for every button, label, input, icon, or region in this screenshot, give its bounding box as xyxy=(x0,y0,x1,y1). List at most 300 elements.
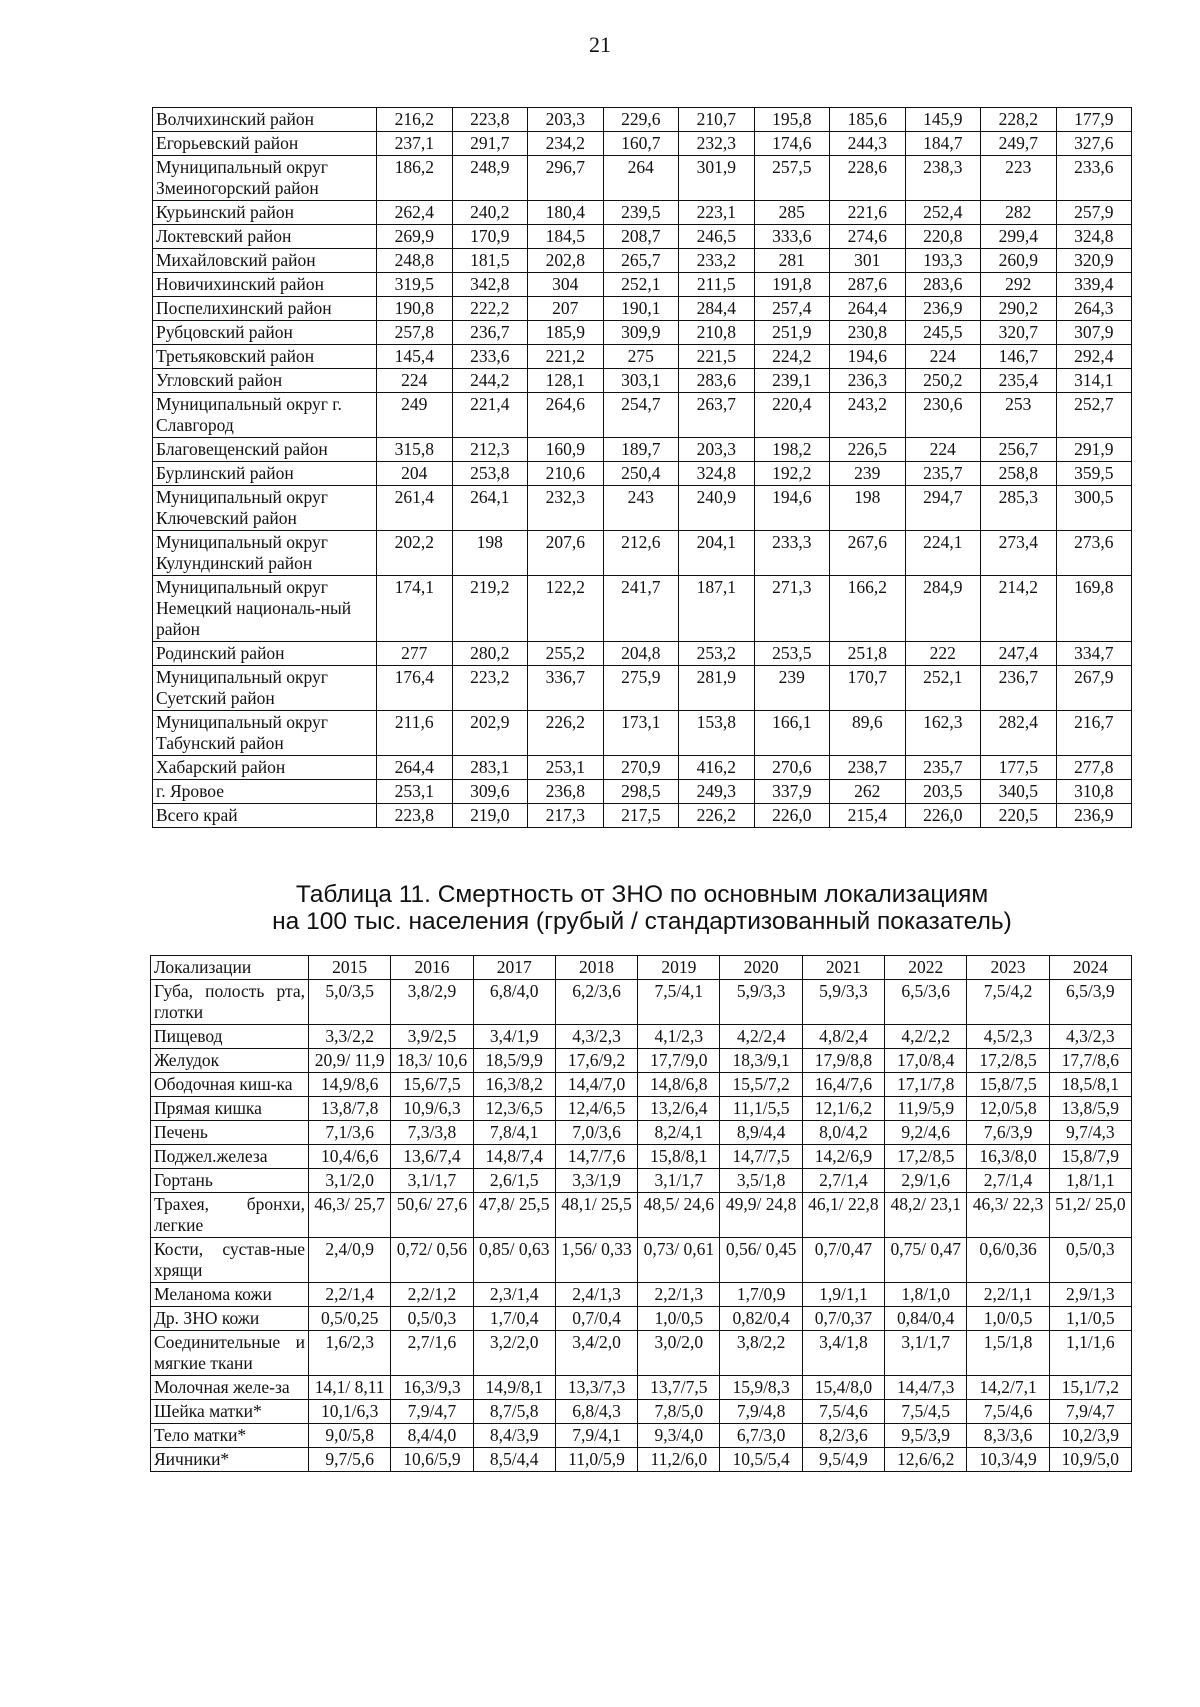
mortality-cell: 16,4/7,6 xyxy=(802,1073,884,1097)
mortality-cell: 9,2/4,6 xyxy=(885,1121,967,1145)
table-row xyxy=(151,1049,1132,1073)
mortality-cell: 7,8/5,0 xyxy=(638,1400,720,1424)
rate-cell: 257,9 xyxy=(1056,201,1132,225)
mortality-cell: 3,4/1,8 xyxy=(802,1331,884,1376)
mortality-cell: 2,9/1,6 xyxy=(885,1169,967,1193)
mortality-cell: 0,85/ 0,63 xyxy=(473,1238,555,1283)
rate-cell: 265,7 xyxy=(603,249,679,273)
mortality-cell: 18,5/9,9 xyxy=(473,1049,555,1073)
rate-cell: 223,8 xyxy=(377,804,453,828)
table-row xyxy=(153,249,1132,273)
rate-cell: 224 xyxy=(905,438,981,462)
mortality-cell: 0,75/ 0,47 xyxy=(885,1238,967,1283)
rate-cell: 324,8 xyxy=(1056,225,1132,249)
table-row xyxy=(153,321,1132,345)
mortality-cell: 2,7/1,4 xyxy=(802,1169,884,1193)
rate-cell: 319,5 xyxy=(377,273,453,297)
rate-cell: 253,8 xyxy=(452,462,528,486)
rate-cell: 177,5 xyxy=(981,756,1057,780)
column-header-year: 2024 xyxy=(1049,956,1131,980)
mortality-cell: 7,9/4,1 xyxy=(555,1424,637,1448)
rate-cell: 249,7 xyxy=(981,132,1057,156)
table-row xyxy=(153,201,1132,225)
mortality-cell: 14,9/8,6 xyxy=(309,1073,391,1097)
table-row xyxy=(153,297,1132,321)
rate-cell: 216,7 xyxy=(1056,711,1132,756)
mortality-cell: 8,3/3,6 xyxy=(967,1424,1049,1448)
mortality-cell: 18,5/8,1 xyxy=(1049,1073,1131,1097)
mortality-cell: 6,8/4,3 xyxy=(555,1400,637,1424)
rate-cell: 416,2 xyxy=(679,756,755,780)
mortality-cell: 3,1/1,7 xyxy=(391,1169,473,1193)
mortality-cell: 12,6/6,2 xyxy=(885,1448,967,1472)
district-name: Локтевский район xyxy=(153,225,377,249)
district-name: Муниципальный округ Суетский район xyxy=(153,666,377,711)
rate-cell: 162,3 xyxy=(905,711,981,756)
rate-cell: 285 xyxy=(754,201,830,225)
rate-cell: 193,3 xyxy=(905,249,981,273)
mortality-cell: 8,4/3,9 xyxy=(473,1424,555,1448)
rate-cell: 257,8 xyxy=(377,321,453,345)
mortality-cell: 12,0/5,8 xyxy=(967,1097,1049,1121)
rate-cell: 192,2 xyxy=(754,462,830,486)
mortality-cell: 15,6/7,5 xyxy=(391,1073,473,1097)
mortality-cell: 0,5/0,25 xyxy=(309,1307,391,1331)
rate-cell: 264,6 xyxy=(528,393,604,438)
rate-cell: 224,2 xyxy=(754,345,830,369)
district-name: Родинский район xyxy=(153,642,377,666)
rate-cell: 252,4 xyxy=(905,201,981,225)
rate-cell: 210,7 xyxy=(679,108,755,132)
mortality-cell: 9,7/4,3 xyxy=(1049,1121,1131,1145)
rate-cell: 263,7 xyxy=(679,393,755,438)
rate-cell: 267,6 xyxy=(830,531,906,576)
mortality-cell: 2,2/1,4 xyxy=(309,1283,391,1307)
rate-cell: 220,4 xyxy=(754,393,830,438)
rate-cell: 207,6 xyxy=(528,531,604,576)
mortality-cell: 1,5/1,8 xyxy=(967,1331,1049,1376)
rate-cell: 160,9 xyxy=(528,438,604,462)
rate-cell: 220,5 xyxy=(981,804,1057,828)
table-row xyxy=(151,1193,1132,1238)
district-name: Новичихинский район xyxy=(153,273,377,297)
mortality-cell: 4,8/2,4 xyxy=(802,1025,884,1049)
mortality-cell: 14,2/7,1 xyxy=(967,1376,1049,1400)
localization-name: Губа, полость рта, глотки xyxy=(151,980,309,1025)
rate-cell: 251,8 xyxy=(830,642,906,666)
rate-cell: 212,6 xyxy=(603,531,679,576)
rate-cell: 145,4 xyxy=(377,345,453,369)
mortality-cell: 12,1/6,2 xyxy=(802,1097,884,1121)
table-row xyxy=(151,1121,1132,1145)
rate-cell: 238,7 xyxy=(830,756,906,780)
table-row xyxy=(151,1097,1132,1121)
district-name: Третьяковский район xyxy=(153,345,377,369)
rate-cell: 184,7 xyxy=(905,132,981,156)
mortality-cell: 7,5/4,6 xyxy=(802,1400,884,1424)
mortality-cell: 46,3/ 25,7 xyxy=(309,1193,391,1238)
mortality-cell: 1,1/1,6 xyxy=(1049,1331,1131,1376)
rate-cell: 239 xyxy=(830,462,906,486)
rate-cell: 241,7 xyxy=(603,576,679,642)
mortality-cell: 3,0/2,0 xyxy=(638,1331,720,1376)
mortality-cell: 14,1/ 8,11 xyxy=(309,1376,391,1400)
mortality-cell: 9,3/4,0 xyxy=(638,1424,720,1448)
rate-cell: 291,7 xyxy=(452,132,528,156)
localization-name: Поджел.железа xyxy=(151,1145,309,1169)
column-header-year: 2021 xyxy=(802,956,884,980)
table-row xyxy=(151,1424,1132,1448)
mortality-cell: 5,9/3,3 xyxy=(802,980,884,1025)
table-row xyxy=(153,462,1132,486)
mortality-cell: 4,5/2,3 xyxy=(967,1025,1049,1049)
rate-cell: 236,7 xyxy=(452,321,528,345)
district-name: Михайловский район xyxy=(153,249,377,273)
table-row xyxy=(151,1283,1132,1307)
rate-cell: 230,8 xyxy=(830,321,906,345)
rate-cell: 264,4 xyxy=(830,297,906,321)
rate-cell: 210,8 xyxy=(679,321,755,345)
rate-cell: 284,9 xyxy=(905,576,981,642)
mortality-cell: 0,82/0,4 xyxy=(720,1307,802,1331)
rate-cell: 223 xyxy=(981,156,1057,201)
rate-cell: 246,5 xyxy=(679,225,755,249)
rate-cell: 274,6 xyxy=(830,225,906,249)
mortality-cell: 1,7/0,9 xyxy=(720,1283,802,1307)
rate-cell: 198 xyxy=(830,486,906,531)
district-name: Поспелихинский район xyxy=(153,297,377,321)
column-header-year: 2016 xyxy=(391,956,473,980)
rate-cell: 224 xyxy=(905,345,981,369)
rate-cell: 237,1 xyxy=(377,132,453,156)
rate-cell: 342,8 xyxy=(452,273,528,297)
mortality-cell: 8,5/4,4 xyxy=(473,1448,555,1472)
mortality-cell: 11,0/5,9 xyxy=(555,1448,637,1472)
mortality-cell: 11,2/6,0 xyxy=(638,1448,720,1472)
rate-cell: 252,1 xyxy=(603,273,679,297)
rate-cell: 202,9 xyxy=(452,711,528,756)
mortality-cell: 0,5/0,3 xyxy=(391,1307,473,1331)
rate-cell: 304 xyxy=(528,273,604,297)
rate-cell: 255,2 xyxy=(528,642,604,666)
mortality-cell: 15,8/7,9 xyxy=(1049,1145,1131,1169)
district-name: Угловский район xyxy=(153,369,377,393)
rate-cell: 203,5 xyxy=(905,780,981,804)
rate-cell: 221,6 xyxy=(830,201,906,225)
rate-cell: 233,6 xyxy=(452,345,528,369)
rate-cell: 282 xyxy=(981,201,1057,225)
table-row xyxy=(153,756,1132,780)
mortality-cell: 50,6/ 27,6 xyxy=(391,1193,473,1238)
rate-cell: 181,5 xyxy=(452,249,528,273)
rate-cell: 186,2 xyxy=(377,156,453,201)
mortality-cell: 2,2/1,3 xyxy=(638,1283,720,1307)
rate-cell: 243,2 xyxy=(830,393,906,438)
mortality-cell: 1,6/2,3 xyxy=(309,1331,391,1376)
mortality-cell: 49,9/ 24,8 xyxy=(720,1193,802,1238)
mortality-cell: 51,2/ 25,0 xyxy=(1049,1193,1131,1238)
mortality-cell: 11,9/5,9 xyxy=(885,1097,967,1121)
rate-cell: 235,4 xyxy=(981,369,1057,393)
mortality-cell: 15,9/8,3 xyxy=(720,1376,802,1400)
rate-cell: 275 xyxy=(603,345,679,369)
rate-cell: 285,3 xyxy=(981,486,1057,531)
mortality-cell: 0,56/ 0,45 xyxy=(720,1238,802,1283)
table-row xyxy=(151,1307,1132,1331)
table-row xyxy=(153,780,1132,804)
district-name: Муниципальный округ г. Славгород xyxy=(153,393,377,438)
rate-cell: 202,2 xyxy=(377,531,453,576)
mortality-cell: 6,5/3,9 xyxy=(1049,980,1131,1025)
rate-cell: 239 xyxy=(754,666,830,711)
rate-cell: 253,1 xyxy=(377,780,453,804)
mortality-cell: 17,2/8,5 xyxy=(885,1145,967,1169)
mortality-cell: 11,1/5,5 xyxy=(720,1097,802,1121)
mortality-cell: 3,3/1,9 xyxy=(555,1169,637,1193)
rate-cell: 185,9 xyxy=(528,321,604,345)
district-name: Хабарский район xyxy=(153,756,377,780)
rate-cell: 253,2 xyxy=(679,642,755,666)
rate-cell: 240,9 xyxy=(679,486,755,531)
table-row xyxy=(153,576,1132,642)
rate-cell: 180,4 xyxy=(528,201,604,225)
mortality-cell: 10,2/3,9 xyxy=(1049,1424,1131,1448)
district-rates-table xyxy=(152,107,1132,828)
table-row xyxy=(153,108,1132,132)
table-row xyxy=(153,345,1132,369)
mortality-cell: 0,7/0,4 xyxy=(555,1307,637,1331)
mortality-cell: 13,8/5,9 xyxy=(1049,1097,1131,1121)
district-name: Муниципальный округ Змеиногорский район xyxy=(153,156,377,201)
localization-name: Меланома кожи xyxy=(151,1283,309,1307)
rate-cell: 236,9 xyxy=(905,297,981,321)
rate-cell: 228,6 xyxy=(830,156,906,201)
rate-cell: 211,6 xyxy=(377,711,453,756)
mortality-cell: 18,3/ 10,6 xyxy=(391,1049,473,1073)
rate-cell: 187,1 xyxy=(679,576,755,642)
mortality-cell: 1,8/1,1 xyxy=(1049,1169,1131,1193)
table-row xyxy=(153,531,1132,576)
rate-cell: 340,5 xyxy=(981,780,1057,804)
mortality-cell: 13,6/7,4 xyxy=(391,1145,473,1169)
rate-cell: 251,9 xyxy=(754,321,830,345)
mortality-cell: 0,84/0,4 xyxy=(885,1307,967,1331)
rate-cell: 256,7 xyxy=(981,438,1057,462)
mortality-cell: 10,9/5,0 xyxy=(1049,1448,1131,1472)
localization-name: Молочная желе-за xyxy=(151,1376,309,1400)
rate-cell: 190,8 xyxy=(377,297,453,321)
rate-cell: 233,3 xyxy=(754,531,830,576)
rate-cell: 222 xyxy=(905,642,981,666)
rate-cell: 359,5 xyxy=(1056,462,1132,486)
table-row xyxy=(151,1145,1132,1169)
rate-cell: 264 xyxy=(603,156,679,201)
mortality-cell: 1,0/0,5 xyxy=(638,1307,720,1331)
localization-name: Соединительные и мягкие ткани xyxy=(151,1331,309,1376)
rate-cell: 273,4 xyxy=(981,531,1057,576)
mortality-cell: 17,7/9,0 xyxy=(638,1049,720,1073)
rate-cell: 248,8 xyxy=(377,249,453,273)
rate-cell: 169,8 xyxy=(1056,576,1132,642)
localization-name: Др. ЗНО кожи xyxy=(151,1307,309,1331)
district-name: Всего край xyxy=(153,804,377,828)
mortality-cell: 13,8/7,8 xyxy=(309,1097,391,1121)
rate-cell: 262,4 xyxy=(377,201,453,225)
district-name: Рубцовский район xyxy=(153,321,377,345)
header-row xyxy=(151,956,1132,980)
mortality-cell: 3,8/2,2 xyxy=(720,1331,802,1376)
rate-cell: 307,9 xyxy=(1056,321,1132,345)
rate-cell: 236,3 xyxy=(830,369,906,393)
rate-cell: 253,1 xyxy=(528,756,604,780)
mortality-cell: 0,72/ 0,56 xyxy=(391,1238,473,1283)
mortality-cell: 2,3/1,4 xyxy=(473,1283,555,1307)
mortality-cell: 8,7/5,8 xyxy=(473,1400,555,1424)
rate-cell: 309,9 xyxy=(603,321,679,345)
mortality-cell: 7,8/4,1 xyxy=(473,1121,555,1145)
rate-cell: 273,6 xyxy=(1056,531,1132,576)
rate-cell: 264,4 xyxy=(377,756,453,780)
rate-cell: 310,8 xyxy=(1056,780,1132,804)
rate-cell: 238,3 xyxy=(905,156,981,201)
mortality-cell: 16,3/8,2 xyxy=(473,1073,555,1097)
rate-cell: 236,8 xyxy=(528,780,604,804)
localization-name: Желудок xyxy=(151,1049,309,1073)
rate-cell: 287,6 xyxy=(830,273,906,297)
rate-cell: 300,5 xyxy=(1056,486,1132,531)
mortality-cell: 9,5/4,9 xyxy=(802,1448,884,1472)
mortality-cell: 9,7/5,6 xyxy=(309,1448,391,1472)
rate-cell: 191,8 xyxy=(754,273,830,297)
rate-cell: 315,8 xyxy=(377,438,453,462)
table-row xyxy=(151,1400,1132,1424)
mortality-cell: 46,1/ 22,8 xyxy=(802,1193,884,1238)
rate-cell: 160,7 xyxy=(603,132,679,156)
rate-cell: 195,8 xyxy=(754,108,830,132)
mortality-cell: 4,3/2,3 xyxy=(555,1025,637,1049)
rate-cell: 337,9 xyxy=(754,780,830,804)
column-header-year: 2019 xyxy=(638,956,720,980)
caption-line-2: на 100 тыс. населения (грубый / стандартизованный показатель) xyxy=(272,908,1012,935)
rate-cell: 244,3 xyxy=(830,132,906,156)
mortality-cell: 16,3/9,3 xyxy=(391,1376,473,1400)
table-row xyxy=(153,642,1132,666)
rate-cell: 216,2 xyxy=(377,108,453,132)
mortality-cell: 12,3/6,5 xyxy=(473,1097,555,1121)
mortality-cell: 14,7/7,6 xyxy=(555,1145,637,1169)
localization-name: Пищевод xyxy=(151,1025,309,1049)
rate-cell: 198,2 xyxy=(754,438,830,462)
localization-name: Шейка матки* xyxy=(151,1400,309,1424)
rate-cell: 333,6 xyxy=(754,225,830,249)
mortality-cell: 14,4/7,3 xyxy=(885,1376,967,1400)
rate-cell: 252,7 xyxy=(1056,393,1132,438)
rate-cell: 262 xyxy=(830,780,906,804)
mortality-cell: 17,0/8,4 xyxy=(885,1049,967,1073)
rate-cell: 194,6 xyxy=(754,486,830,531)
rate-cell: 226,2 xyxy=(679,804,755,828)
rate-cell: 233,6 xyxy=(1056,156,1132,201)
rate-cell: 173,1 xyxy=(603,711,679,756)
rate-cell: 217,5 xyxy=(603,804,679,828)
rate-cell: 185,6 xyxy=(830,108,906,132)
mortality-cell: 48,1/ 25,5 xyxy=(555,1193,637,1238)
rate-cell: 252,1 xyxy=(905,666,981,711)
mortality-cell: 47,8/ 25,5 xyxy=(473,1193,555,1238)
rate-cell: 215,4 xyxy=(830,804,906,828)
rate-cell: 219,0 xyxy=(452,804,528,828)
mortality-cell: 17,9/8,8 xyxy=(802,1049,884,1073)
localization-name: Яичники* xyxy=(151,1448,309,1472)
mortality-cell: 1,1/0,5 xyxy=(1049,1307,1131,1331)
page-number: 21 xyxy=(589,32,611,57)
rate-cell: 261,4 xyxy=(377,486,453,531)
rate-cell: 314,1 xyxy=(1056,369,1132,393)
mortality-cell: 7,6/3,9 xyxy=(967,1121,1049,1145)
rate-cell: 292 xyxy=(981,273,1057,297)
mortality-cell: 10,6/5,9 xyxy=(391,1448,473,1472)
rate-cell: 244,2 xyxy=(452,369,528,393)
rate-cell: 303,1 xyxy=(603,369,679,393)
mortality-cell: 6,8/4,0 xyxy=(473,980,555,1025)
rate-cell: 336,7 xyxy=(528,666,604,711)
mortality-cell: 15,5/7,2 xyxy=(720,1073,802,1097)
rate-cell: 128,1 xyxy=(528,369,604,393)
column-header-year: 2015 xyxy=(309,956,391,980)
mortality-cell: 8,2/3,6 xyxy=(802,1424,884,1448)
rate-cell: 250,2 xyxy=(905,369,981,393)
localization-name: Трахея, бронхи, легкие xyxy=(151,1193,309,1238)
mortality-cell: 7,0/3,6 xyxy=(555,1121,637,1145)
mortality-cell: 16,3/8,0 xyxy=(967,1145,1049,1169)
rate-cell: 294,7 xyxy=(905,486,981,531)
district-name: Волчихинский район xyxy=(153,108,377,132)
table-row xyxy=(151,980,1132,1025)
district-name: Благовещенский район xyxy=(153,438,377,462)
rate-cell: 153,8 xyxy=(679,711,755,756)
rate-cell: 174,6 xyxy=(754,132,830,156)
table-row xyxy=(151,1448,1132,1472)
mortality-cell: 14,4/7,0 xyxy=(555,1073,637,1097)
localization-name: Печень xyxy=(151,1121,309,1145)
mortality-cell: 3,1/2,0 xyxy=(309,1169,391,1193)
rate-cell: 240,2 xyxy=(452,201,528,225)
mortality-cell: 3,5/1,8 xyxy=(720,1169,802,1193)
rate-cell: 283,6 xyxy=(905,273,981,297)
rate-cell: 275,9 xyxy=(603,666,679,711)
rate-cell: 320,7 xyxy=(981,321,1057,345)
mortality-cell: 0,5/0,3 xyxy=(1049,1238,1131,1283)
mortality-cell: 0,7/0,47 xyxy=(802,1238,884,1283)
rate-cell: 309,6 xyxy=(452,780,528,804)
rate-cell: 280,2 xyxy=(452,642,528,666)
rate-cell: 220,8 xyxy=(905,225,981,249)
column-header-year: 2017 xyxy=(473,956,555,980)
rate-cell: 267,9 xyxy=(1056,666,1132,711)
rate-cell: 283,1 xyxy=(452,756,528,780)
table-row xyxy=(153,225,1132,249)
rate-cell: 282,4 xyxy=(981,711,1057,756)
rate-cell: 166,2 xyxy=(830,576,906,642)
column-header-localization: Локализации xyxy=(151,956,309,980)
mortality-cell: 7,5/4,1 xyxy=(638,980,720,1025)
column-header-year: 2022 xyxy=(885,956,967,980)
localization-mortality-table xyxy=(150,955,1132,1472)
mortality-cell: 7,3/3,8 xyxy=(391,1121,473,1145)
mortality-cell: 8,9/4,4 xyxy=(720,1121,802,1145)
localization-name: Ободочная киш-ка xyxy=(151,1073,309,1097)
rate-cell: 177,9 xyxy=(1056,108,1132,132)
